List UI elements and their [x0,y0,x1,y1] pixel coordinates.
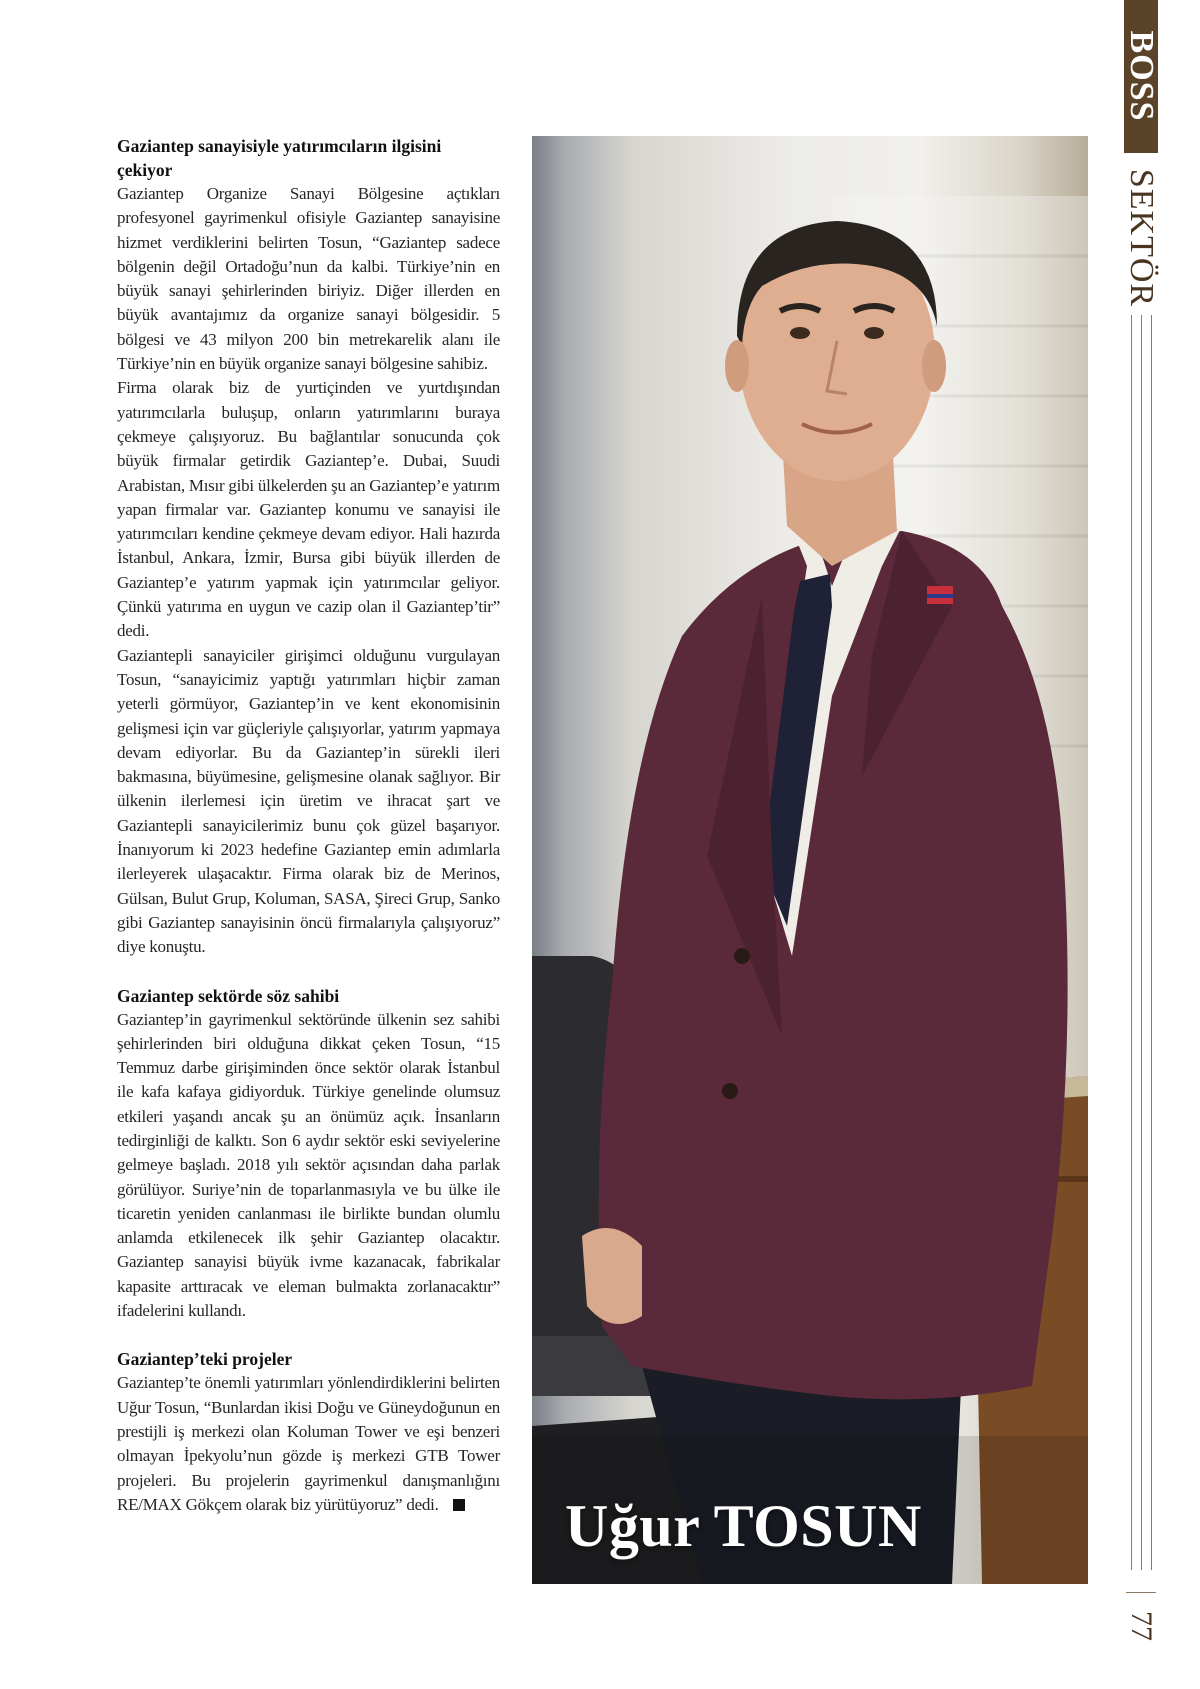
divider-line [1126,1592,1156,1593]
end-of-article-mark [453,1499,465,1511]
paragraph [117,1371,500,1517]
portrait-photo [532,136,1088,1584]
divider-line [1131,315,1132,1570]
photo-caption: Uğur TOSUN [565,1493,922,1559]
paragraph: Gaziantepli sanayiciler girişimci olduğunu vurgulayan Tosun, “sanayicimiz yaptığı yatırımları hiçbir zaman yeterli görmüyor, Gaziantep’in ve kent ekonomisinin gelişmesi için var güçleriyle çalışıyorlar, yatırım yapmaya devam ediyorlar. Bu da Gaziantep’in sürekli ileri bakmasına, büyümesine, gelişmesine olanak sağlıyor. Bir ülkenin ilerlemesi için üretim ve ihracat şart ve Gaziantepli sanayicilerimiz bunu çok güzel başarıyor. İnanıyorum ki 2023 hedefine Gaziantep emin adımlarla ilerleyerek ulaşacaktır. Firma olarak biz de Merinos, Gülsan, Bulut Grup, Koluman, SASA, Şireci Grup, Sanko gibi Gaziantep sanayisinin öncü firmalarıyla çalışıyoruz” diye konuştu. [117,645,500,957]
paragraph: Gaziantep’in gayrimenkul sektöründe ülkenin sez sahibi şehirlerinden biri olduğuna dikkat çeken Tosun, “15 Temmuz darbe girişiminden önce sektör olarak İstanbul ile kafa kafaya gidiyorduk. Türkiye genelinde olumsuz etkileri yaşandı ancak şu an önümüz açık. İnsanların tedirginliği de kalktı. Son 6 aydır sektör eski seviyelerine gelmeye başladı. 2018 yılı sektör açısından daha parlak görülüyor. Suriye’nin de toparlanmasıyla ve bu ülke ile ticaretin yeniden canlanması ile birlikte bundan olumlu anlamda etkilenecek ilk şehir Gaziantep olacaktır. Gaziantep sanayisi büyük ivme kazanacak, fabrikalar kapasite arttıracak ve eleman bulmakta zorlanacaktır” ifadelerini kullandı. [117,1009,500,1321]
section-title: Gaziantep’teki projeler [117,1349,293,1370]
paragraph-text: Gaziantep’te önemli yatırımları yönlendirdiklerini belirten Uğur Tosun, “Bunlardan ikisi Doğu ve Güneydoğunun en prestijli iş merkezi olan Koluman Tower ve eşi benzeri olmayan İpekyolu’nun gözde iş merkezi GTB Tower projeleri. Bu projelerin gayrimenkul danışmanlığını RE/MAX Gökçem olarak biz yürütüyoruz” dedi. [117,1373,500,1514]
paragraph: Firma olarak biz de yurtiçinden ve yurtdışından yatırımcılarla buluşup, onların yatırımlarını buraya çekmeye çalışıyoruz. Bu bağlantılar sonucunda çok büyük firmalar getirdik Gaziantep’e. Dubai, Suudi Arabistan, Mısır gibi ülkelerden şu an Gaziantep’e yatırım yapan firmalar var. Gaziantep konumu ve sanayisi ile yatırımcıları kendine çekmeye devam ediyor. Hali hazırda İstanbul, Ankara, İzmir, Bursa gibi büyük illerden de Gaziantep’e yatırım yapmak için yatırımcılar geliyor. Çünkü yatırıma en uygun ve cazip olan il Gaziantep’tir” dedi. [117,378,500,641]
page-number: 77 [1125,1611,1158,1641]
divider-line [1141,315,1142,1570]
paragraph: Gaziantep Organize Sanayi Bölgesine açtıkları profesyonel gayrimenkul ofisiyle Gaziantep sanayisine hizmet verdiklerini belirten Tosun, “Gaziantep sadece bölgenin değil Ortadoğu’nun da kalbi. Türkiye’nin en büyük sanayi şehirlerinden biriyiz. Diğer illerden en büyük avantajımız da organize sanayi bölgesidir. 5 bölgesi ve 43 milyon 200 bin metrekarelik alanı ile Türkiye’nin en büyük organize sanayi bölgesine sahibiz. [117,184,500,374]
portrait-illustration [532,136,1088,1584]
divider-line [1151,315,1152,1570]
brand-label: BOSS [1123,30,1160,122]
section-label: SEKTÖR [1123,168,1160,308]
section-title: Gaziantep sektörde söz sahibi [117,985,340,1006]
section-title: Gaziantep sanayisiyle yatırımcıların ilgisini çekiyor [117,136,442,180]
article-column [117,134,500,1517]
